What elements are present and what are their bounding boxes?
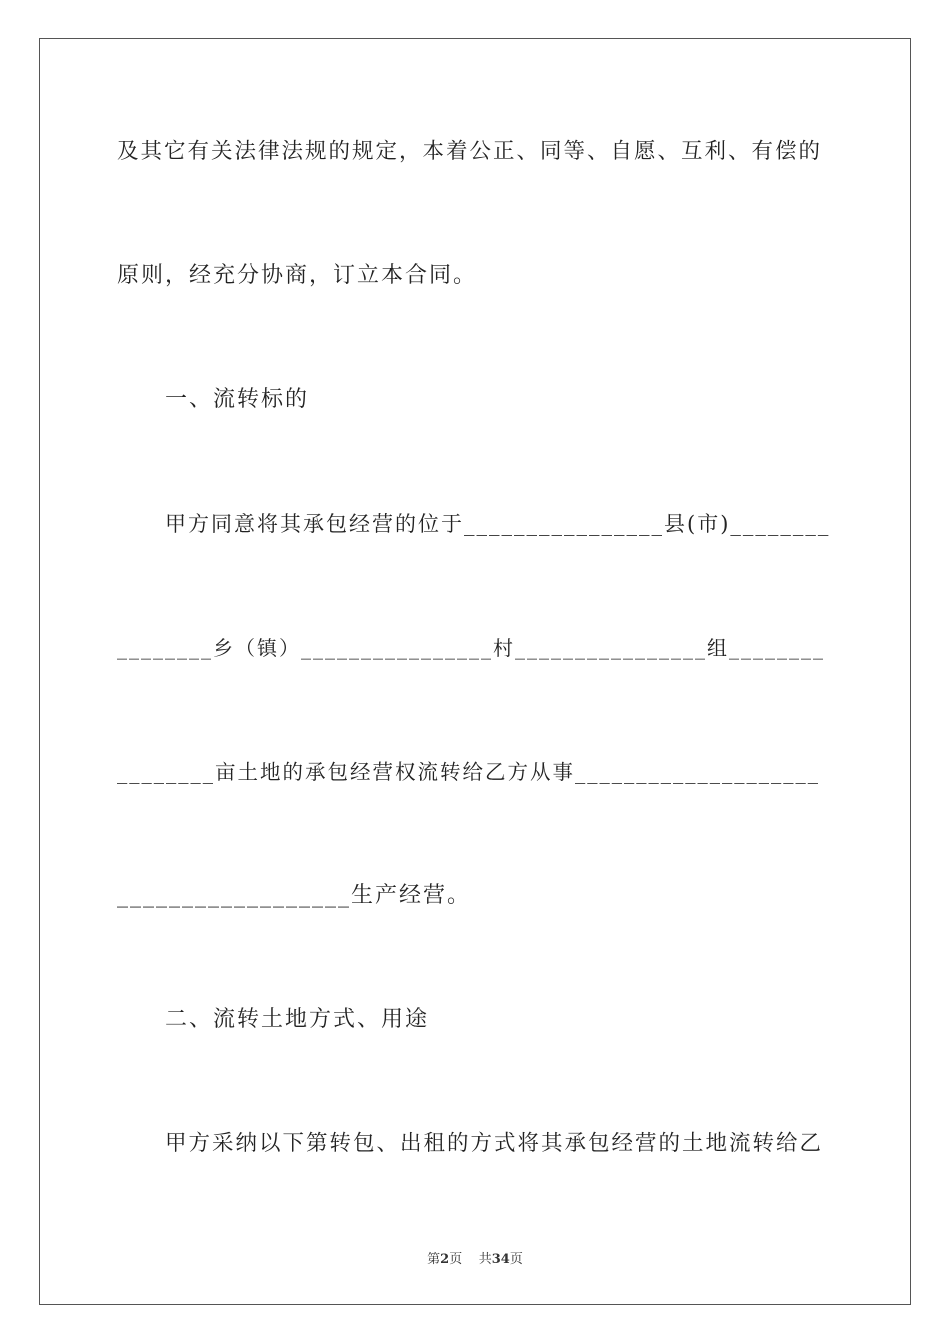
body-text-line-6: __________________生产经营。 — [117, 883, 472, 908]
total-suffix: 页 — [509, 1252, 523, 1267]
page-suffix: 页 — [449, 1252, 463, 1267]
section-heading-2: 二、流转土地方式、用途 — [165, 1007, 430, 1032]
total-pages: 34 — [491, 1252, 510, 1267]
body-text-line-2: 原则，经充分协商，订立本合同。 — [117, 263, 478, 288]
page-border — [39, 38, 911, 1305]
page-prefix: 第 — [427, 1252, 441, 1267]
body-text-line-4: ________乡（镇）________________村________________组________ — [117, 636, 825, 660]
body-text-line-3: 甲方同意将其承包经营的位于________________县(市)________ — [165, 512, 831, 536]
body-text-line-7: 甲方采纳以下第转包、出租的方式将其承包经营的土地流转给乙 — [165, 1131, 824, 1156]
body-text-line-1: 及其它有关法律法规的规定，本着公正、同等、自愿、互利、有偿的 — [117, 139, 823, 164]
total-prefix: 共 — [478, 1252, 492, 1267]
page-number: 2 — [440, 1252, 450, 1267]
page-footer — [0, 1248, 950, 1267]
section-heading-1: 一、流转标的 — [165, 387, 310, 412]
body-text-line-5: ________亩土地的承包经营权流转给乙方从事____________________ — [117, 760, 820, 784]
